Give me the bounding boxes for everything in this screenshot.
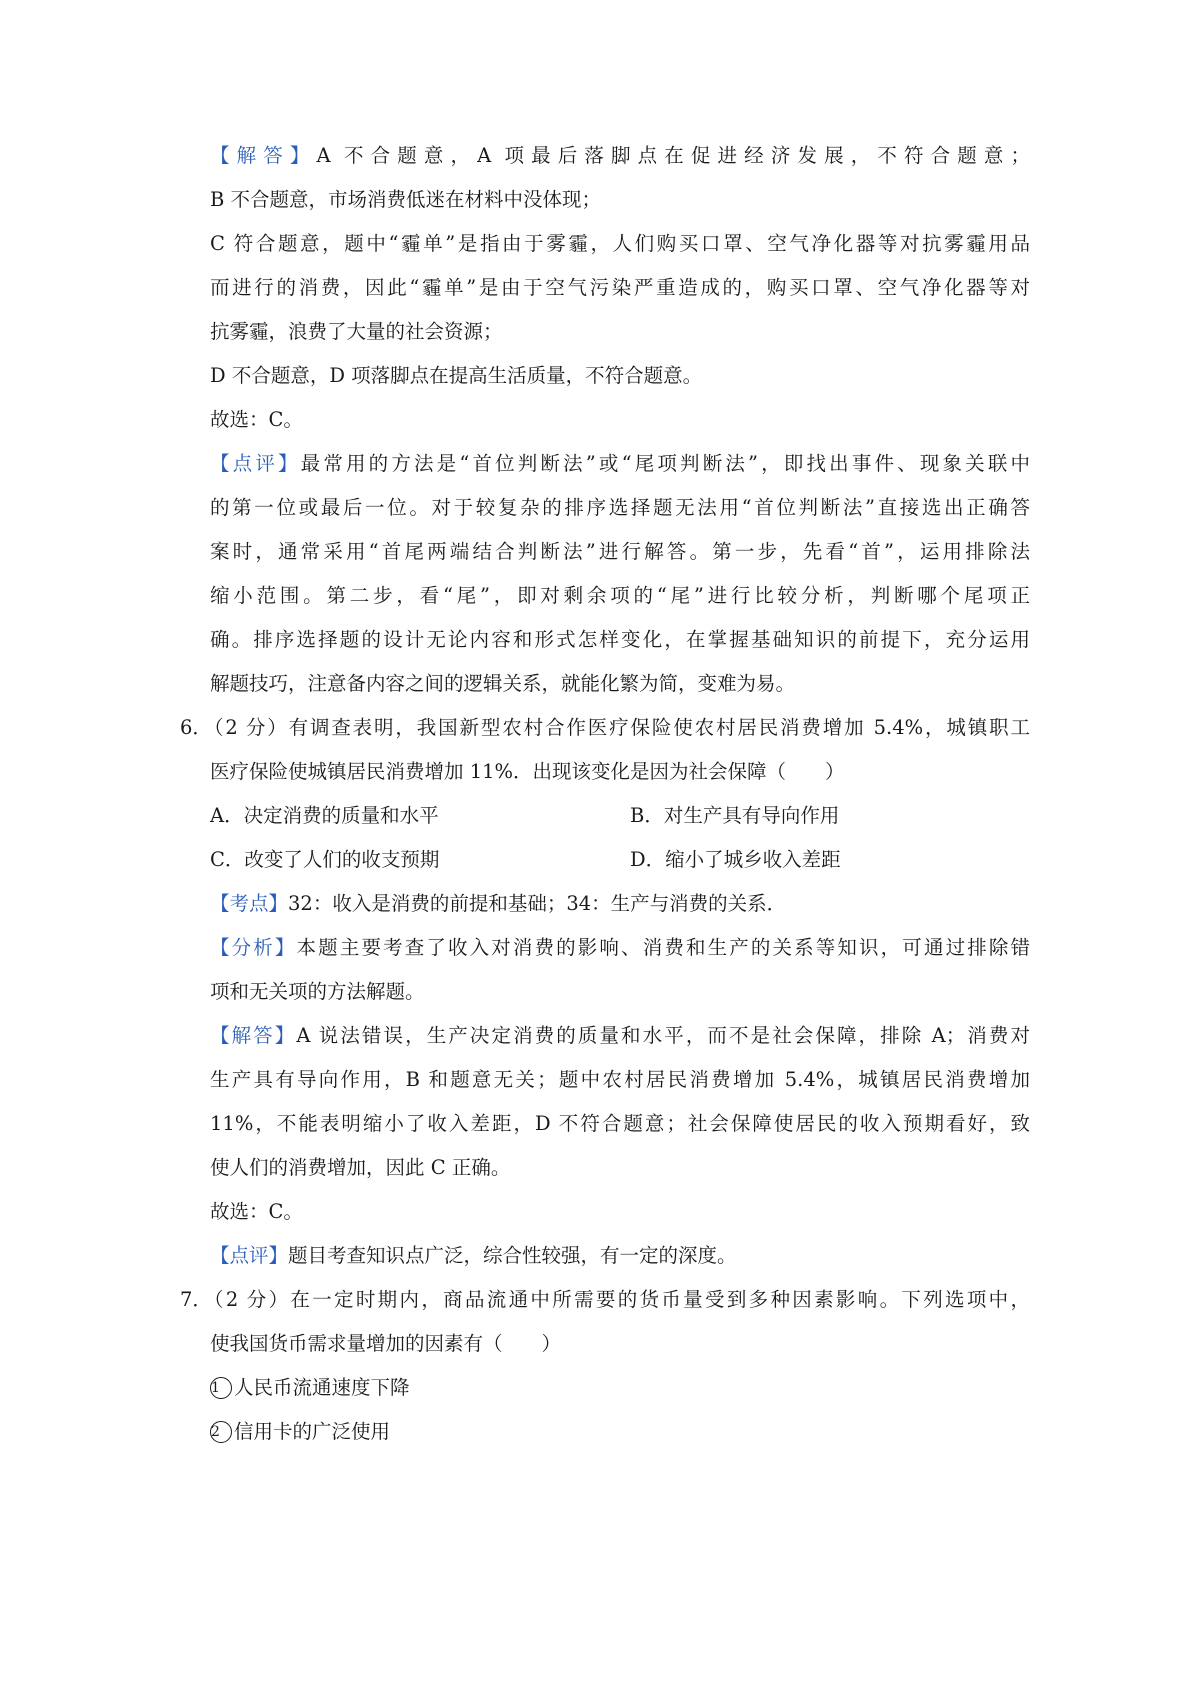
q6-option-a: A．决定消费的质量和水平 [210,804,439,827]
q5-comment-line-1: 【点评】最常用的方法是“首位判断法”或“尾项判断法”，即找出事件、现象关联中 [210,452,1030,475]
q6-option-b: B．对生产具有导向作用 [630,804,840,827]
q6-stem-line-2: 医疗保险使城镇居民消费增加 11%．出现该变化是因为社会保障（ ） [210,760,845,783]
q6-answer-line-1: 【解答】A 说法错误，生产决定消费的质量和水平，而不是社会保障，排除 A；消费对 [210,1024,1030,1047]
q7-item-2: 2 信用卡的广泛使用 [211,1420,391,1443]
q6-number: 6． [180,716,212,739]
analysis-tag: 【分析】 [210,936,297,959]
q6-choose-line: 故选：C。 [210,1200,303,1223]
q6-analysis-line-2: 项和无关项的方法解题。 [210,980,425,1003]
q6-option-d: D．缩小了城乡收入差距 [630,848,841,871]
answer-tag: 【解答】 [210,144,317,167]
q5-answer-line-5: 抗雾霾，浪费了大量的社会资源； [210,320,503,343]
q7-item-1: 1 人民币流通速度下降 [211,1376,410,1399]
q5-choose-line: 故选：C。 [210,408,303,431]
q6-analysis-line-1: 【分析】本题主要考查了收入对消费的影响、消费和生产的关系等知识，可通过排除错 [210,936,1030,959]
comment-tag: 【点评】 [210,452,301,475]
q5-answer-line-1: 【解答】A 不合题意，A 项最后落脚点在促进经济发展，不符合题意； [210,144,1030,167]
q7-stem-line-2: 使我国货币需求量增加的因素有（ ） [210,1332,562,1355]
q5-comment-line-6: 解题技巧，注意备内容之间的逻辑关系，就能化繁为简，变难为易。 [210,672,796,695]
q6-keypoint-line: 【考点】32：收入是消费的前提和基础；34：生产与消费的关系． [210,892,787,915]
circled-number-2: 2 [210,1421,232,1443]
comment-tag: 【点评】 [210,1244,289,1267]
q5-answer-line-4: 而进行的消费，因此“霾单”是由于空气污染严重造成的，购买口罩、空气净化器等对 [210,276,1030,299]
q5-comment-line-5: 确。排序选择题的设计无论内容和形式怎样变化，在掌握基础知识的前提下，充分运用 [210,628,1030,651]
q5-answer-line-2: B 不合题意，市场消费低迷在材料中没体现； [210,188,602,211]
circled-number-1: 1 [210,1377,232,1399]
q5-answer-line-3: C 符合题意，题中“霾单”是指由于雾霾，人们购买口罩、空气净化器等对抗雾霾用品 [210,232,1030,255]
answer-tag: 【解答】 [210,1024,297,1047]
q6-stem-line-1: （2 分）有调查表明，我国新型农村合作医疗保险使农村居民消费增加 5.4%，城镇职工 [204,716,1030,739]
q6-answer-line-3: 11%，不能表明缩小了收入差距，D 不符合题意；社会保障使居民的收入预期看好，致 [210,1112,1030,1135]
keypoint-tag: 【考点】 [210,892,289,915]
q5-comment-line-2: 的第一位或最后一位。对于较复杂的排序选择题无法用“首位判断法”直接选出正确答 [210,496,1030,519]
q6-comment-line: 【点评】题目考查知识点广泛，综合性较强，有一定的深度。 [210,1244,737,1267]
q6-answer-line-2: 生产具有导向作用，B 和题意无关；题中农村居民消费增加 5.4%，城镇居民消费增加 [210,1068,1030,1091]
q6-option-c: C．改变了人们的收支预期 [210,848,440,871]
q5-comment-line-3: 案时，通常采用“首尾两端结合判断法”进行解答。第一步，先看“首”，运用排除法 [210,540,1030,563]
q5-answer-line-6: D 不合题意，D 项落脚点在提高生活质量，不符合题意。 [210,364,703,387]
q6-answer-line-4: 使人们的消费增加，因此 C 正确。 [210,1156,511,1179]
q5-comment-line-4: 缩小范围。第二步，看“尾”，即对剩余项的“尾”进行比较分析，判断哪个尾项正 [210,584,1030,607]
q7-number: 7． [180,1288,212,1311]
q7-stem-line-1: （2 分）在一定时期内，商品流通中所需要的货币量受到多种因素影响。下列选项中， [204,1288,1030,1311]
